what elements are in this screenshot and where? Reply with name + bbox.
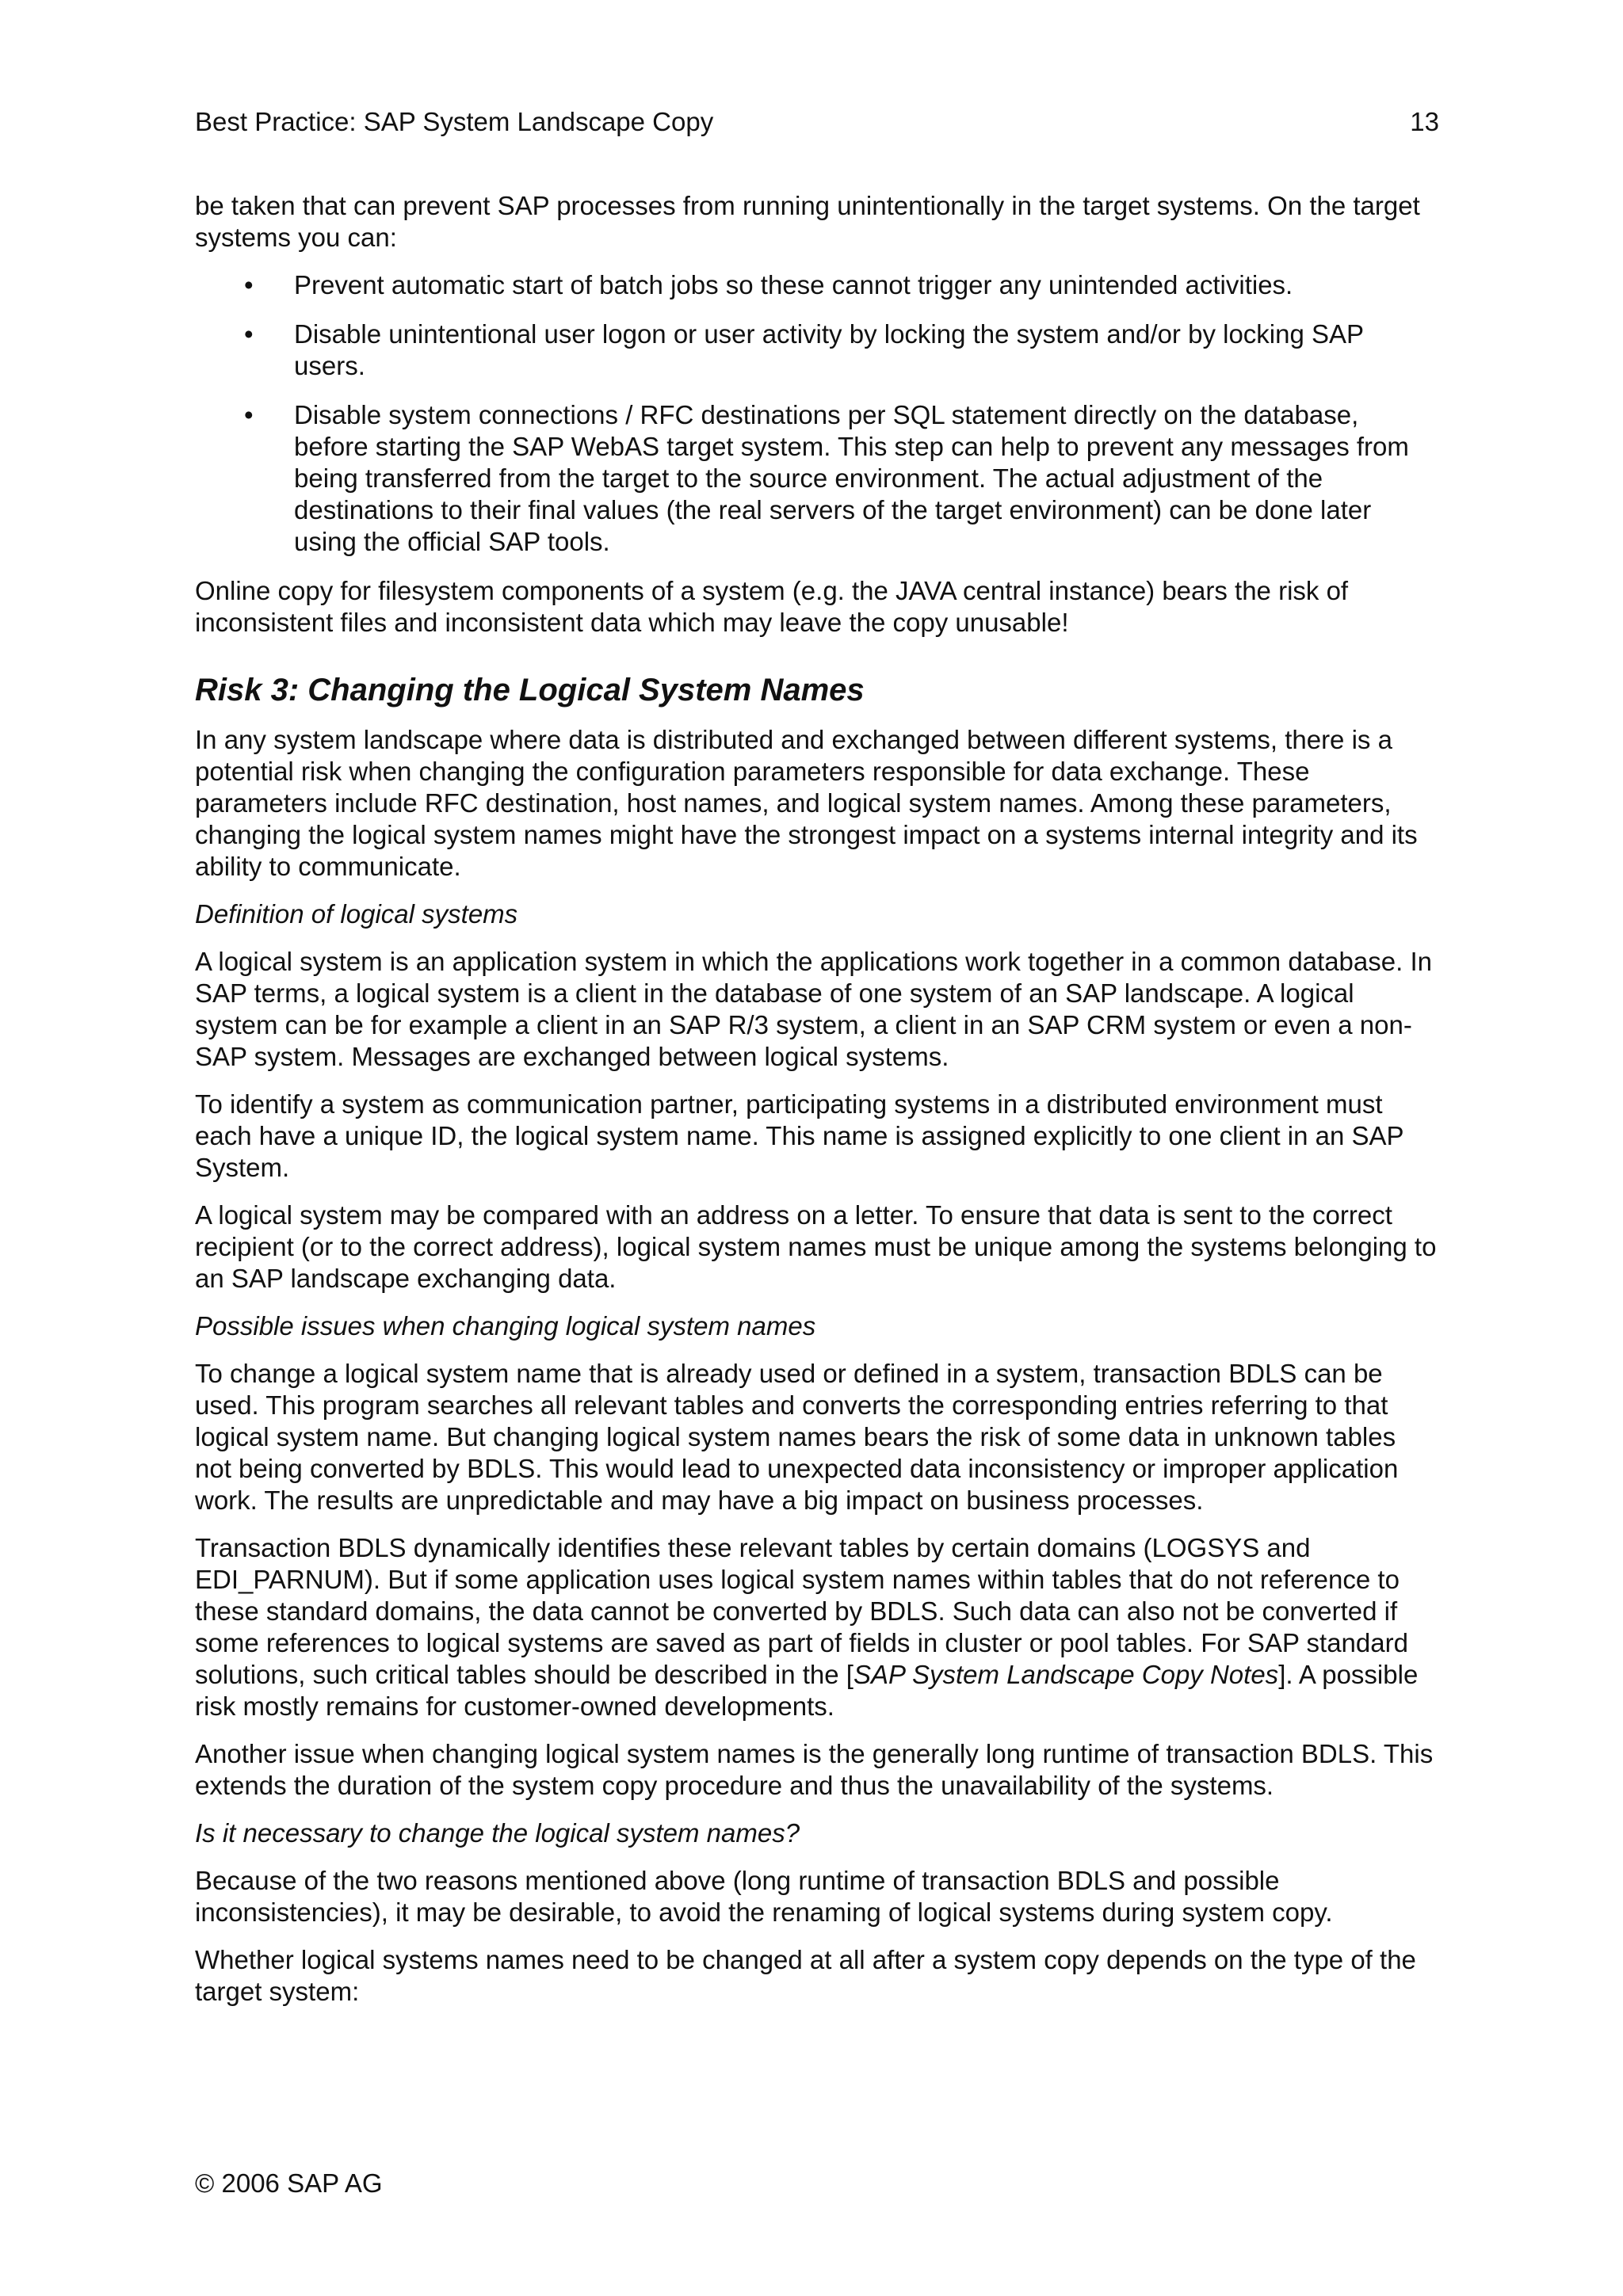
list-item [195, 399, 1439, 558]
list-item-text: Disable unintentional user logon or user activity by locking the system and/or by locking SAP users. [294, 319, 1364, 380]
list-item [195, 318, 1439, 382]
paragraph-text: Transaction BDLS dynamically identifies these relevant tables by certain domains (LOGSYS and EDI_PARNUM). But if some application uses logical system names within tables that do not reference to these standard domains, the data cannot be converted by BDLS. Such data can also not be converted if some references to logical systems are saved as part of fields in cluster or pool tables. For SAP standard solutions, such critical tables should be described in the [ [195, 1533, 1408, 1689]
list-item [195, 269, 1439, 301]
paragraph-text: ]. A possible risk mostly remains for customer-owned developments. [195, 1660, 1419, 1721]
subheading: Possible issues when changing logical system names [195, 1311, 816, 1341]
paragraph: Another issue when changing logical system names is the generally long runtime of transaction BDLS. This extends the duration of the system copy procedure and thus the unavailability of the systems. [195, 1739, 1434, 1800]
page-footer [195, 2168, 383, 2199]
section-heading: Risk 3: Changing the Logical System Names [195, 673, 865, 707]
paragraph: To change a logical system name that is already used or defined in a system, transaction BDLS can be used. This program searches all relevant tables and converts the corresponding entries referring to that logical system name. But changing logical system names bears the risk of some data in unknown tables not being converted by BDLS. This would lead to unexpected data inconsistency or improper application work. The results are unpredictable and may have a big impact on business processes. [195, 1359, 1399, 1515]
paragraph: Because of the two reasons mentioned above (long runtime of transaction BDLS and possible inconsistencies), it may be desirable, to avoid the renaming of logical systems during system copy. [195, 1866, 1333, 1927]
paragraph: In any system landscape where data is distributed and exchanged between different systems, there is a potential risk when changing the configuration parameters responsible for data exchange. These parameters include RFC destination, host names, and logical system names. Among these parameters, changing the logical system names might have the strongest impact on a systems internal integrity and its ability to communicate. [195, 725, 1418, 881]
paragraph-with-reference [195, 1532, 1439, 1722]
list-item-text: Prevent automatic start of batch jobs so these cannot trigger any unintended activities. [294, 270, 1293, 299]
paragraph: To identify a system as communication partner, participating systems in a distributed environment must each have a unique ID, the logical system name. This name is assigned explicitly to one client in an SAP System. [195, 1089, 1403, 1182]
paragraph: A logical system may be compared with an address on a letter. To ensure that data is sent to the correct recipient (or to the correct address), logical system names must be unique among the systems belonging to an SAP landscape exchanging data. [195, 1200, 1437, 1293]
subheading: Definition of logical systems [195, 899, 518, 929]
bullet-icon: • [244, 319, 254, 349]
page-header [195, 103, 1439, 141]
page-number: 13 [1410, 107, 1439, 136]
subheading: Is it necessary to change the logical system names? [195, 1818, 800, 1848]
list-item-text: Disable system connections / RFC destinations per SQL statement directly on the database, before starting the SAP WebAS target system. This step can help to prevent any messages from being transferred from the target to the source environment. The actual adjustment of the destinations to their final values (the real servers of the target environment) can be done later using the official SAP tools. [294, 400, 1409, 556]
bullet-list [195, 269, 1439, 558]
paragraph: Whether logical systems names need to be changed at all after a system copy depends on the type of the target system: [195, 1945, 1416, 2006]
paragraph: A logical system is an application system in which the applications work together in a common database. In SAP terms, a logical system is a client in the database of one system of an SAP landscape. A logical system can be for example a client in an SAP R/3 system, a client in an SAP CRM system or even a non-SAP system. Messages are exchanged between logical systems. [195, 947, 1432, 1071]
copyright-text: © 2006 SAP AG [195, 2168, 383, 2198]
bullet-icon: • [244, 400, 254, 429]
header-title: Best Practice: SAP System Landscape Copy [195, 107, 714, 136]
reference-citation: SAP System Landscape Copy Notes [853, 1660, 1279, 1689]
bullet-icon: • [244, 270, 254, 299]
intro-paragraph: be taken that can prevent SAP processes from running unintentionally in the target systems. On the target systems you can: [195, 191, 1420, 252]
intro-closing-paragraph: Online copy for filesystem components of a system (e.g. the JAVA central instance) bears the risk of inconsistent files and inconsistent data which may leave the copy unusable! [195, 576, 1349, 637]
page-content [195, 190, 1439, 2023]
